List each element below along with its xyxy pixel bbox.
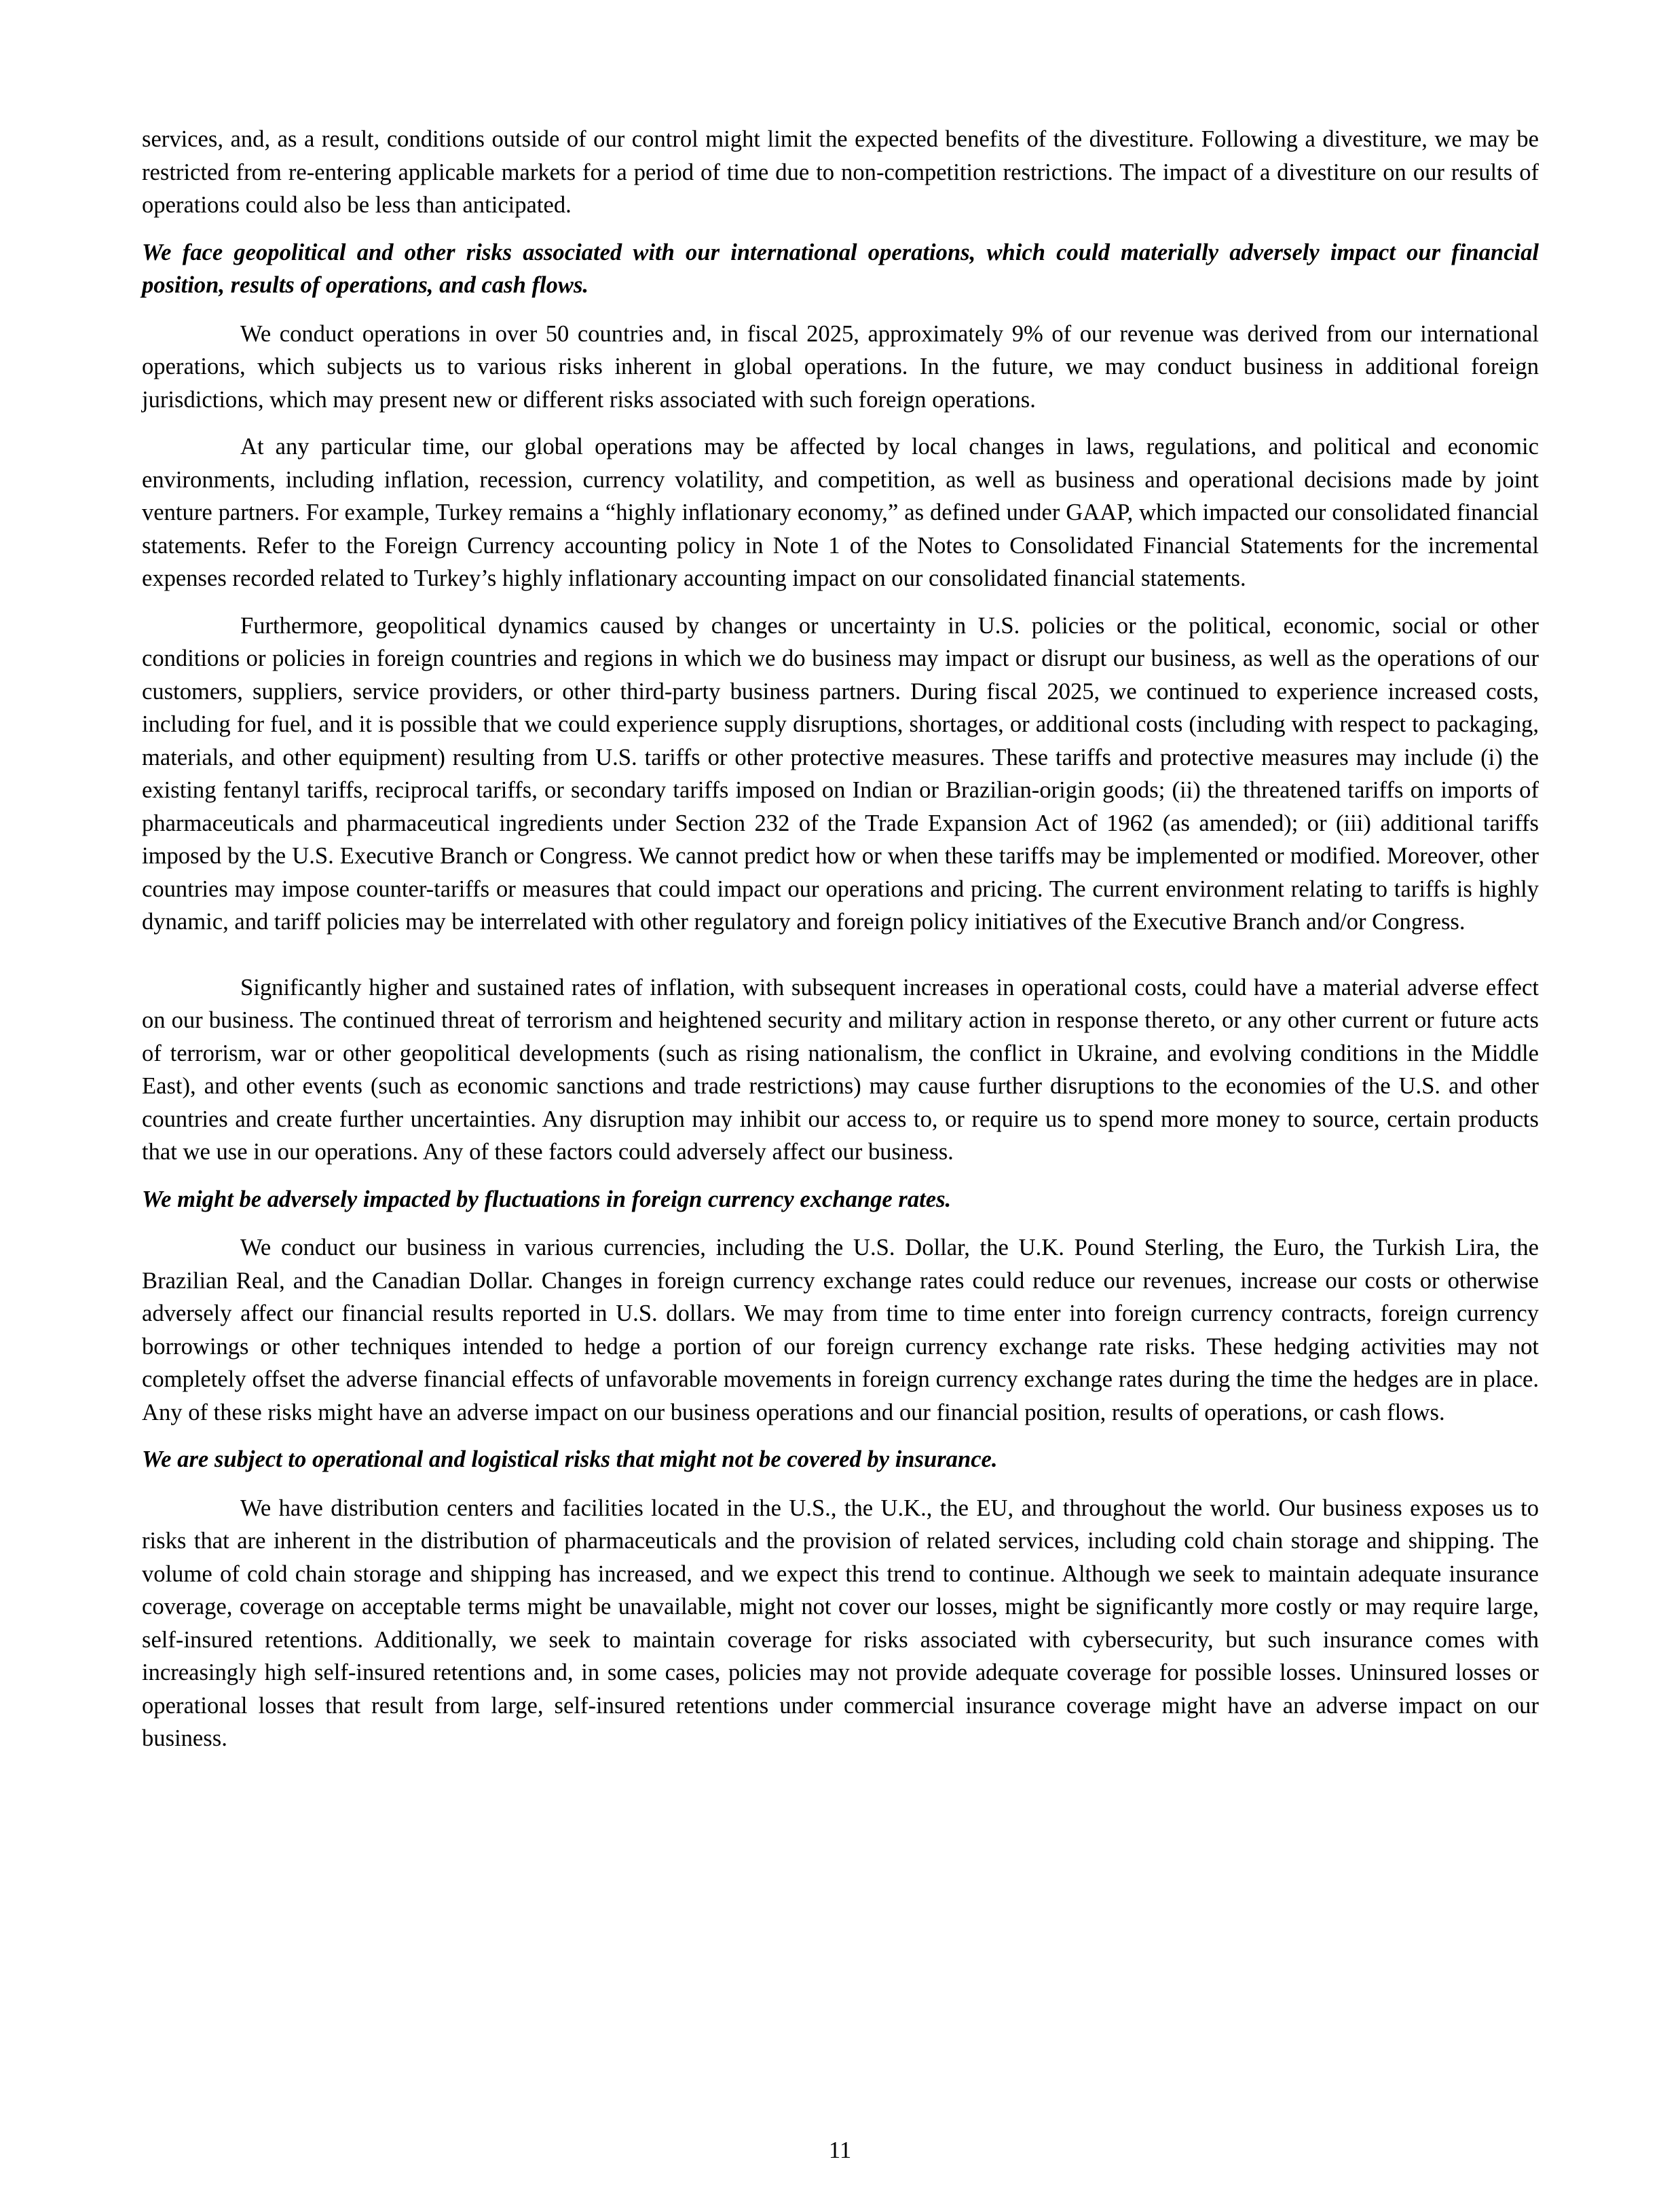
- heading-operational-risks: We are subject to operational and logistical risks that might not be covered by insurance.: [142, 1446, 998, 1472]
- heading-currency-exchange: We might be adversely impacted by fluctuations in foreign currency exchange rates.: [142, 1186, 952, 1212]
- paragraph-international-operations: We conduct operations in over 50 countries and, in fiscal 2025, approximately 9% of our revenue was derived from our international operations, which subjects us to various risks inherent in global operations. In the future, we may conduct business in additional foreign jurisdictions, which may present new or different risks associated with such foreign operations.: [142, 320, 1539, 413]
- paragraph-local-changes: At any particular time, our global operations may be affected by local changes in laws, regulations, and political and economic environments, including inflation, recession, currency volatility, and competition, as well as business and operational decisions made by joint venture partners. For example, Turkey remains a “highly inflationary economy,” as defined under GAAP, which impacted our consolidated financial statements. Refer to the Foreign Currency accounting policy in Note 1 of the Notes to Consolidated Financial Statements for the incremental expenses recorded related to Turkey’s highly inflationary accounting impact on our consolidated financial statements.: [142, 434, 1539, 591]
- paragraph-currencies: We conduct our business in various currencies, including the U.S. Dollar, the U.K. Pound Sterling, the Euro, the Turkish Lira, the Brazilian Real, and the Canadian Dollar. Changes in foreign currency exchange rates could reduce our revenues, increase our costs or otherwise adversely affect our financial results reported in U.S. dollars. We may from time to time enter into foreign currency contracts, foreign currency borrowings or other techniques intended to hedge a portion of our foreign currency exchange rate risks. These hedging activities may not completely offset the adverse financial effects of unfavorable movements in foreign currency exchange rates during the time the hedges are in place. Any of these risks might have an adverse impact on our business operations and our financial position, results of operations, or cash flows.: [142, 1235, 1539, 1425]
- paragraph-divestiture-continued: services, and, as a result, conditions outside of our control might limit the expected benefits of the divestiture. Following a divestiture, we may be restricted from re-entering applicable markets for a period of time due to non-competition restrictions. The impact of a divestiture on our results of operations could also be less than anticipated.: [142, 126, 1539, 218]
- page-number: 11: [828, 2137, 852, 2163]
- paragraph-insurance: We have distribution centers and facilities located in the U.S., the U.K., the EU, and throughout the world. Our business exposes us to risks that are inherent in the distribution of pharmaceuticals and the provision of related services, including cold chain storage and shipping. The volume of cold chain storage and shipping has increased, and we expect this trend to continue. Although we seek to maintain adequate insurance coverage, coverage on acceptable terms might be unavailable, might not cover our losses, might be significantly more costly or may require large, self-insured retentions. Additionally, we seek to maintain coverage for risks associated with cybersecurity, but such insurance comes with increasingly high self-insured retentions and, in some cases, policies may not provide adequate coverage for possible losses. Uninsured losses or operational losses that result from large, self-insured retentions under commercial insurance coverage might have an adverse impact on our business.: [142, 1495, 1539, 1751]
- heading-geopolitical-risks: We face geopolitical and other risks associated with our international operations, which could materially adversely impact our financial position, results of operations, and cash flows.: [142, 239, 1539, 298]
- paragraph-tariffs: Furthermore, geopolitical dynamics caused by changes or uncertainty in U.S. policies or the political, economic, social or other conditions or policies in foreign countries and regions in which we do business may impact or disrupt our business, as well as the operations of our customers, suppliers, service providers, or other third-party business partners. During fiscal 2025, we continued to experience increased costs, including for fuel, and it is possible that we could experience supply disruptions, shortages, or additional costs (including with respect to packaging, materials, and other equipment) resulting from U.S. tariffs or other protective measures. These tariffs and protective measures may include (i) the existing fentanyl tariffs, reciprocal tariffs, or secondary tariffs imposed on Indian or Brazilian-origin goods; (ii) the threatened tariffs on imports of pharmaceuticals and pharmaceutical ingredients under Section 232 of the Trade Expansion Act of 1962 (as amended); or (iii) additional tariffs imposed by the U.S. Executive Branch or Congress. We cannot predict how or when these tariffs may be implemented or modified. Moreover, other countries may impose counter-tariffs or measures that could impact our operations and pricing. The current environment relating to tariffs is highly dynamic, and tariff policies may be interrelated with other regulatory and foreign policy initiatives of the Executive Branch and/or Congress.: [142, 612, 1539, 935]
- paragraph-inflation-terrorism: Significantly higher and sustained rates of inflation, with subsequent increases in operational costs, could have a material adverse effect on our business. The continued threat of terrorism and heightened security and military action in response thereto, or any other current or future acts of terrorism, war or other geopolitical developments (such as rising nationalism, the conflict in Ukraine, and evolving conditions in the Middle East), and other events (such as economic sanctions and trade restrictions) may cause further disruptions to the economies of the U.S. and other countries and create further uncertainties. Any disruption may inhibit our access to, or require us to spend more money to source, certain products that we use in our operations. Any of these factors could adversely affect our business.: [142, 974, 1539, 1165]
- document-body: [142, 123, 1539, 1770]
